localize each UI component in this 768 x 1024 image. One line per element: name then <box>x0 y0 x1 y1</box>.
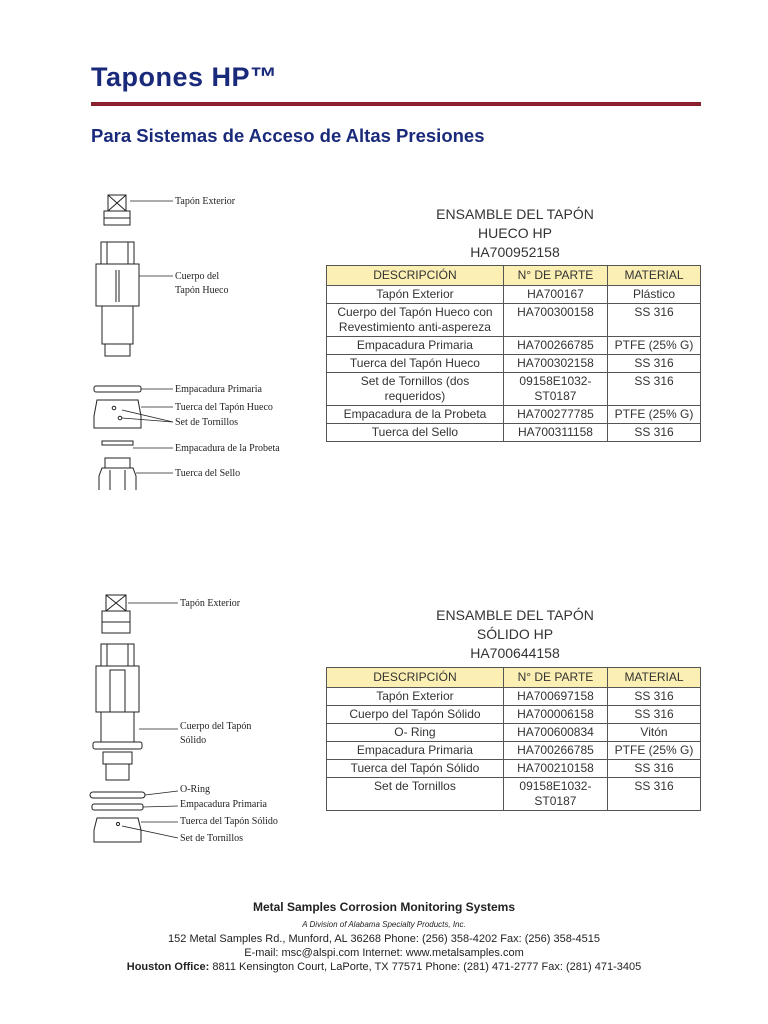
hollow-assembly-title: ENSAMBLE DEL TAPÓN HUECO HP HA700952158 <box>436 206 594 260</box>
table-header-row <box>327 266 701 286</box>
column-description: DESCRIPCIÓN <box>327 266 504 286</box>
table-row: Empacadura de la Probeta HA700277785 PTFE (25% G) <box>327 406 701 424</box>
callout-hollow-nut: Tuerca del Tapón Hueco <box>175 402 273 413</box>
hollow-plug-drawing <box>70 190 330 490</box>
callout-hollow-body-2: Tapón Hueco <box>175 285 229 296</box>
table-row: Tuerca del Tapón Sólido HA700210158 SS 316 <box>327 760 701 778</box>
table-row: Tapón Exterior HA700697158 SS 316 <box>327 688 701 706</box>
callout-hollow-body-1: Cuerpo del <box>175 271 220 282</box>
solid-plug-drawing <box>70 592 340 852</box>
title-divider <box>91 102 701 106</box>
callout-primary-packing: Empacadura Primaria <box>175 384 262 395</box>
callout-seal-nut: Tuerca del Sello <box>175 468 241 479</box>
callout-solid-nut: Tuerca del Tapón Sólido <box>180 816 278 827</box>
footer-division: A Division of Alabama Specialty Products, Inc. <box>302 920 466 929</box>
callout-set-screws: Set de Tornillos <box>180 833 244 844</box>
table-row: Set de Tornillos 09158E1032-ST0187 SS 316 <box>327 778 701 811</box>
callout-solid-body-1: Cuerpo del Tapón <box>180 721 252 732</box>
table-row: O- Ring HA700600834 Vitón <box>327 724 701 742</box>
callout-o-ring: O-Ring <box>180 784 210 795</box>
houston-label: Houston Office: <box>126 961 210 973</box>
table-header-row <box>327 668 701 688</box>
callout-outer-plug: Tapón Exterior <box>180 598 241 609</box>
footer-contact[interactable]: E-mail: msc@alspi.com Internet: www.metalsamples.com <box>244 947 524 959</box>
hollow-parts-table <box>326 265 701 442</box>
column-material: MATERIAL <box>608 668 701 688</box>
table-row: Cuerpo del Tapón Sólido HA700006158 SS 316 <box>327 706 701 724</box>
column-part-number: N° DE PARTE <box>503 668 607 688</box>
callout-probe-packing: Empacadura de la Probeta <box>175 443 280 454</box>
solid-parts-table <box>326 667 701 811</box>
column-material: MATERIAL <box>608 266 701 286</box>
footer-address: 152 Metal Samples Rd., Munford, AL 36268 Phone: (256) 358-4202 Fax: (256) 358-4515 <box>168 933 600 945</box>
page-subtitle: Para Sistemas de Acceso de Altas Presiones <box>91 125 485 146</box>
table-row: Tuerca del Sello HA700311158 SS 316 <box>327 424 701 442</box>
houston-address: 8811 Kensington Court, LaPorte, TX 77571 Phone: (281) 471-2777 Fax: (281) 471-3405 <box>209 961 642 973</box>
table-row: Tapón Exterior HA700167 Plástico <box>327 286 701 304</box>
footer-company: Metal Samples Corrosion Monitoring Systems <box>252 900 516 914</box>
callout-outer-plug: Tapón Exterior <box>175 196 236 207</box>
callout-primary-packing: Empacadura Primaria <box>180 799 267 810</box>
table-row: Empacadura Primaria HA700266785 PTFE (25% G) <box>327 742 701 760</box>
table-row: Set de Tornillos (dos requeridos) 09158E1032-ST0187 SS 316 <box>327 373 701 406</box>
column-description: DESCRIPCIÓN <box>327 668 504 688</box>
column-part-number: N° DE PARTE <box>503 266 607 286</box>
table-row: Tuerca del Tapón Hueco HA700302158 SS 316 <box>327 355 701 373</box>
callout-solid-body-2: Sólido <box>180 735 207 746</box>
footer-houston <box>0 961 768 973</box>
table-row: Cuerpo del Tapón Hueco con Revestimiento anti-aspereza HA700300158 SS 316 <box>327 304 701 337</box>
table-row: Empacadura Primaria HA700266785 PTFE (25% G) <box>327 337 701 355</box>
solid-assembly-title: ENSAMBLE DEL TAPÓN SÓLIDO HP HA700644158 <box>436 607 594 661</box>
callout-set-screws: Set de Tornillos <box>175 417 239 428</box>
page-title: Tapones HP™ <box>91 62 278 92</box>
